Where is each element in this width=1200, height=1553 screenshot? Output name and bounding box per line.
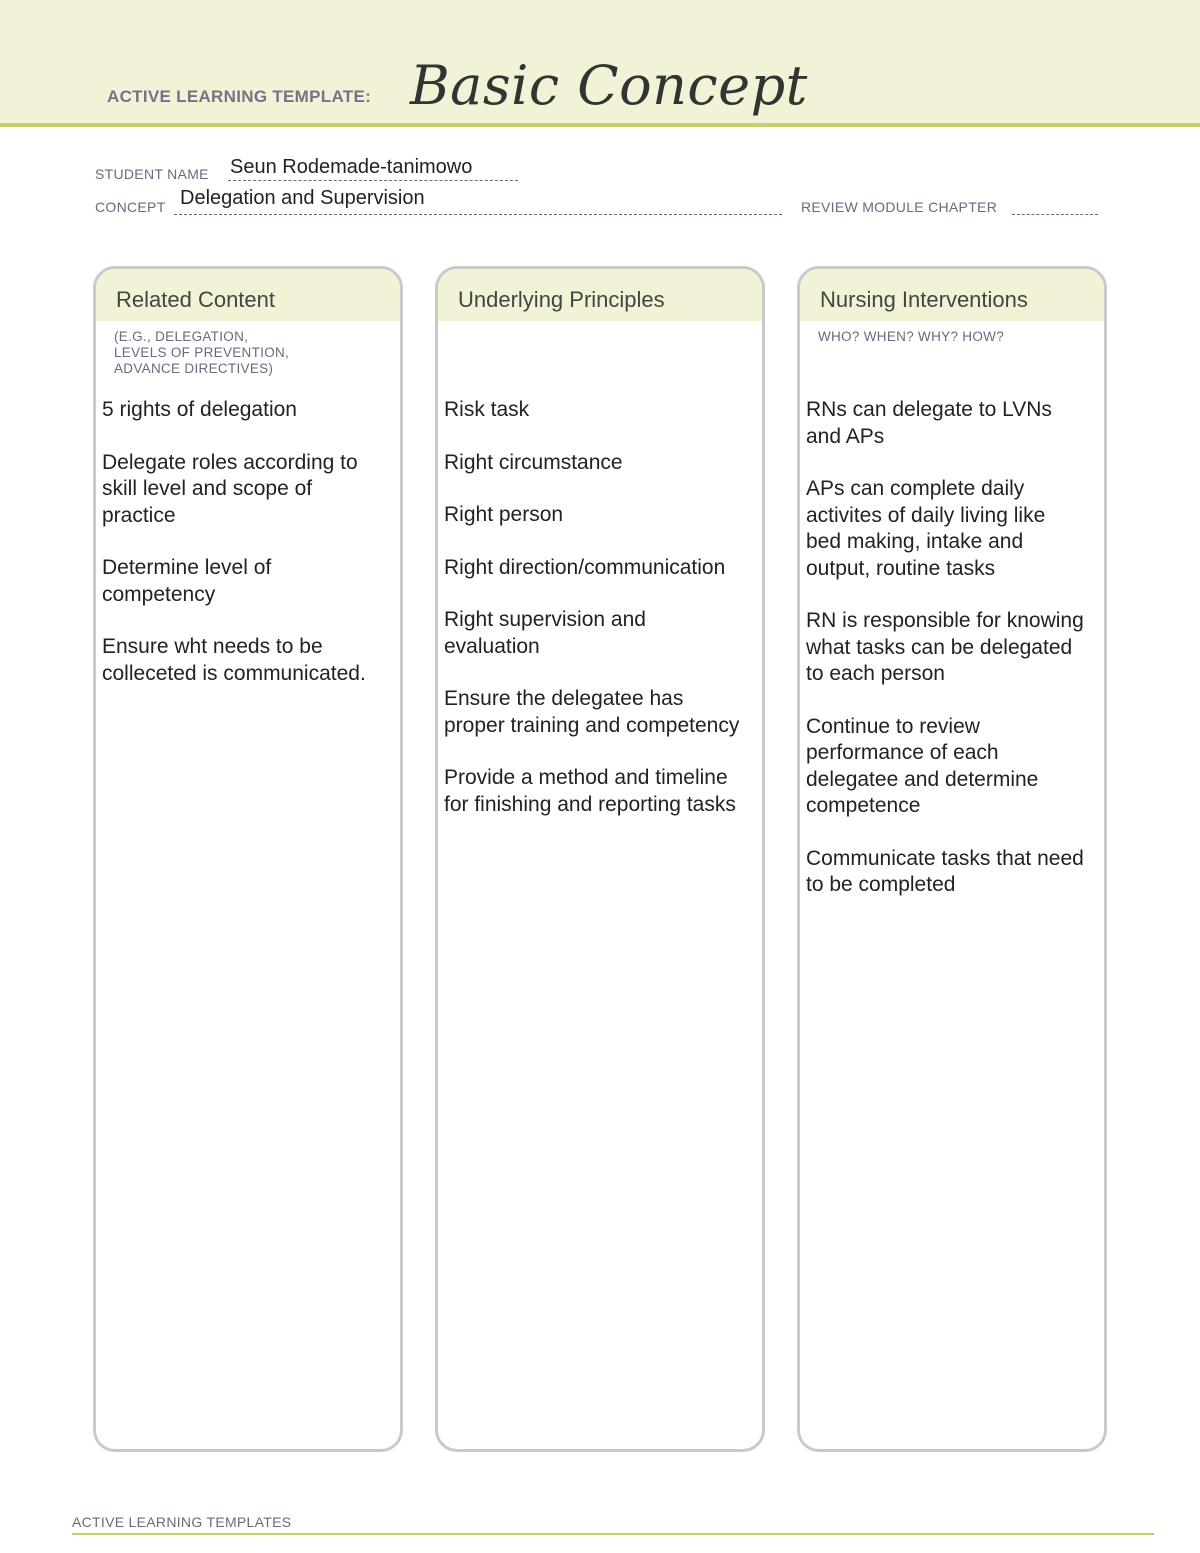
concept-value[interactable]: Delegation and Supervision (180, 187, 425, 209)
nursing-interventions-panel (797, 266, 1107, 1452)
concept-line (174, 214, 782, 215)
list-item: Ensure the delegatee has proper training and competency (444, 687, 740, 737)
list-item: Right supervision and evaluation (444, 608, 646, 658)
footer-text: ACTIVE LEARNING TEMPLATES (72, 1514, 292, 1530)
list-item: APs can complete daily activites of daily living like bed making, intake and output, routine tasks (806, 477, 1046, 580)
related-content-panel (93, 266, 403, 1452)
header-rule (0, 123, 1200, 127)
subheading-line: WHO? WHEN? WHY? HOW? (818, 329, 1005, 344)
related-content-subheading (96, 321, 400, 385)
list-item: Provide a method and timeline for finishing and reporting tasks (444, 766, 736, 816)
underlying-principles-heading: Underlying Principles (438, 269, 762, 321)
underlying-principles-items[interactable] (438, 385, 762, 818)
list-item: RNs can delegate to LVNs and APs (806, 398, 1052, 448)
subheading-line: LEVELS OF PREVENTION, (114, 345, 290, 360)
list-item: Right person (444, 503, 564, 526)
footer-rule (72, 1533, 1154, 1535)
list-item: Determine level of competency (102, 556, 272, 606)
nursing-interventions-heading: Nursing Interventions (800, 269, 1104, 321)
list-item: Right circumstance (444, 450, 623, 474)
student-name-label: STUDENT NAME (95, 166, 209, 182)
list-item: Risk task (444, 398, 530, 421)
list-item: Right direction/communication (444, 555, 726, 579)
related-content-heading: Related Content (96, 269, 400, 321)
template-label: ACTIVE LEARNING TEMPLATE: (107, 87, 372, 106)
related-content-items[interactable] (96, 385, 400, 687)
student-name-line (228, 180, 518, 181)
student-name-value[interactable]: Seun Rodemade-tanimowo (230, 156, 473, 178)
concept-label: CONCEPT (95, 199, 166, 215)
page-title: Basic Concept (410, 54, 808, 117)
review-module-label: REVIEW MODULE CHAPTER (801, 199, 998, 215)
list-item: Delegate roles according to skill level and scope of practice (102, 450, 358, 527)
list-item: Continue to review performance of each delegatee and determine competence (806, 714, 1039, 817)
underlying-principles-panel (435, 266, 765, 1452)
nursing-interventions-subheading (800, 321, 1104, 385)
list-item: Communicate tasks that need to be completed (806, 846, 1084, 896)
subheading-line: ADVANCE DIRECTIVES) (114, 361, 274, 376)
list-item: RN is responsible for knowing what tasks can be delegated to each person (806, 609, 1084, 685)
review-module-line (1012, 214, 1098, 215)
subheading-line: (E.G., DELEGATION, (114, 329, 249, 344)
list-item: Ensure wht needs to be colleceted is communicated. (102, 635, 366, 685)
nursing-interventions-items[interactable] (800, 385, 1104, 899)
list-item: 5 rights of delegation (102, 398, 297, 421)
underlying-principles-subheading (438, 321, 762, 385)
